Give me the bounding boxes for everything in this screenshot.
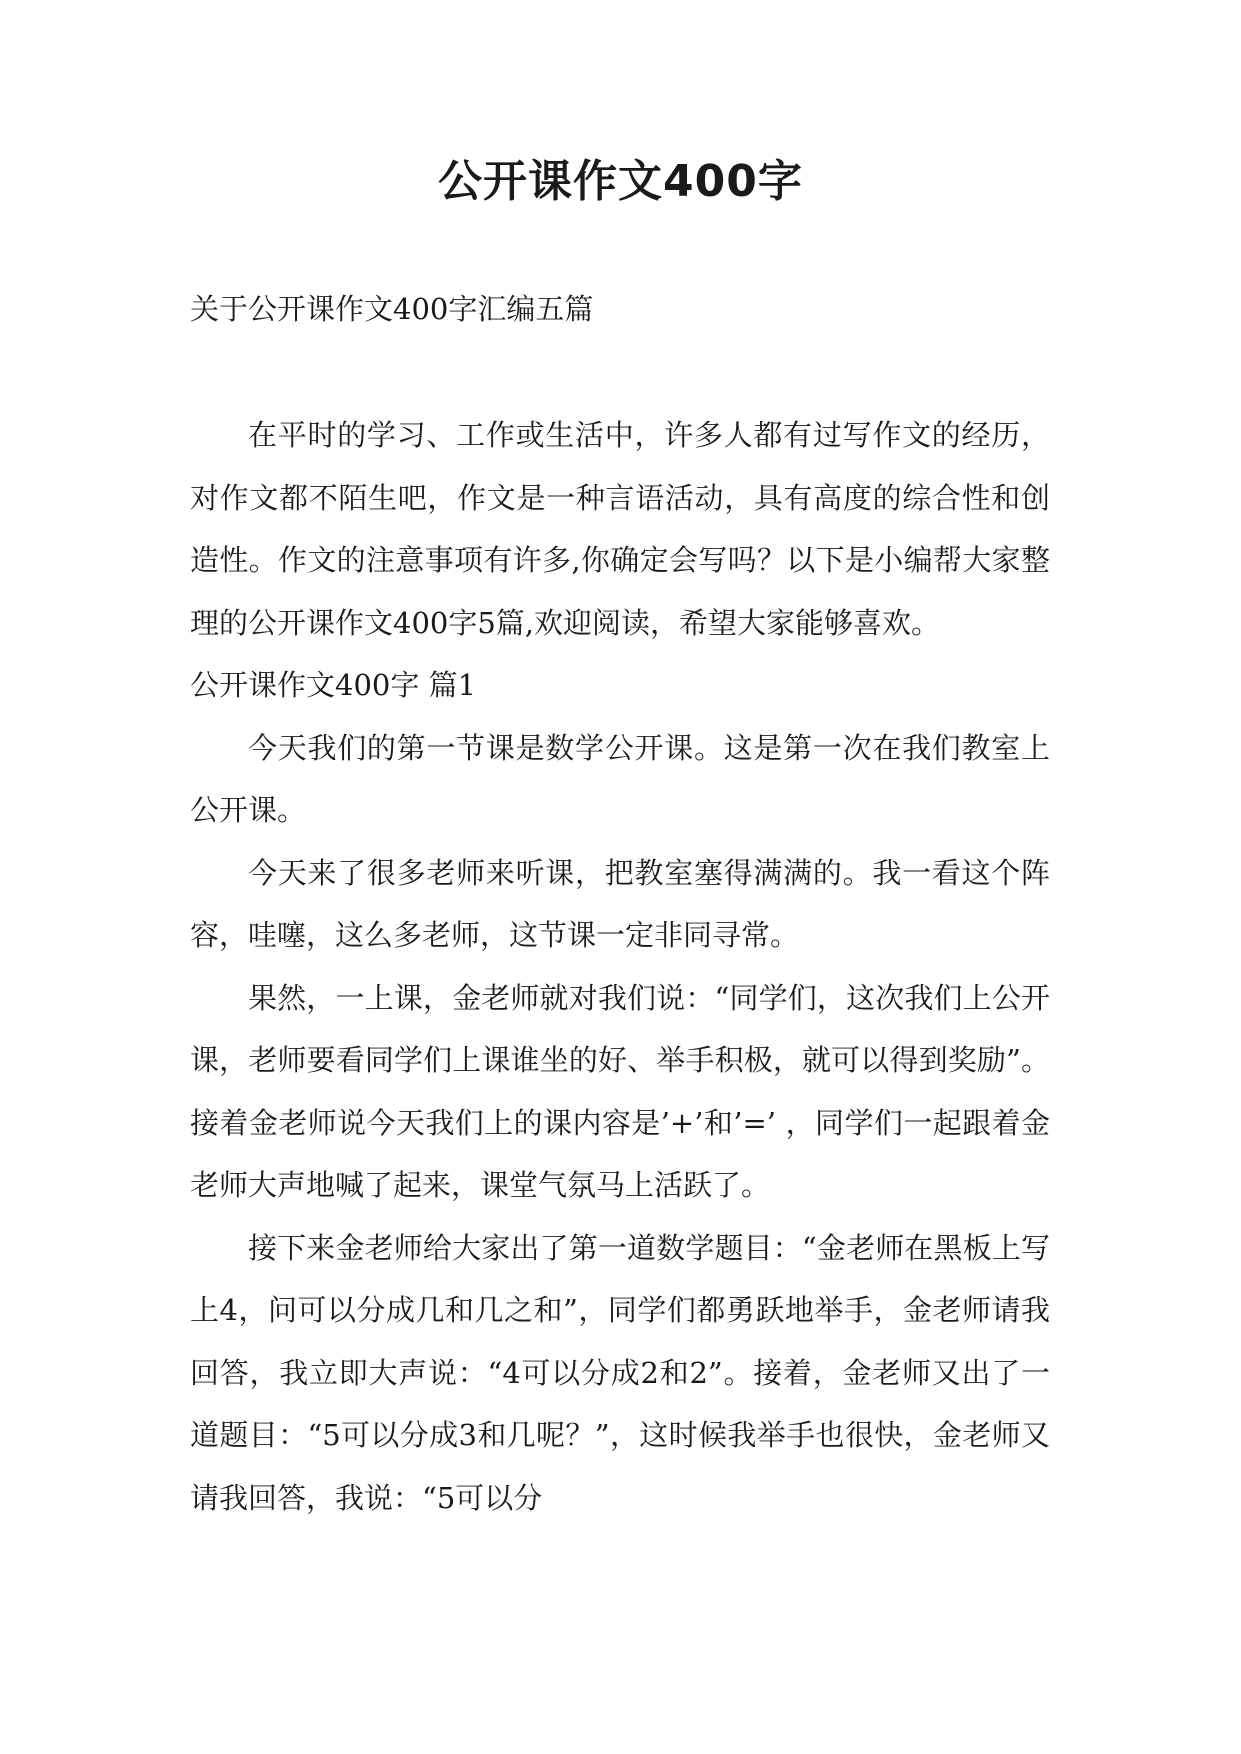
document-subtitle: 关于公开课作文400字汇编五篇 bbox=[190, 292, 594, 326]
intro-paragraph: 在平时的学习、工作或生活中，许多人都有过写作文的经历，对作文都不陌生吧，作文是一种言语活动，具有高度的综合性和创造性。作文的注意事项有许多,你确定会写吗？以下是小编帮大家整理的公开课作文400字5篇,欢迎阅读，希望大家能够喜欢。 bbox=[190, 418, 1050, 640]
document-title: 公开课作文400字 bbox=[438, 156, 803, 207]
body-paragraph: 果然，一上课，金老师就对我们说：“同学们，这次我们上公开课，老师要看同学们上课谁坐的好、举手积极，就可以得到奖励”。接着金老师说今天我们上的课内容是’+’和’=’ ，同学们一起跟着金老师大声地喊了起来，课堂气氛马上活跃了。 bbox=[190, 980, 1050, 1202]
document-body bbox=[190, 404, 1050, 1529]
body-paragraph: 接下来金老师给大家出了第一道数学题目：“金老师在黑板上写上4，问可以分成几和几之和”，同学们都勇跃地举手，金老师请我回答，我立即大声说：“4可以分成2和2”。接着，金老师又出了一道题目：“5可以分成3和几呢？”，这时候我举手也很快，金老师又请我回答，我说：“5可以分 bbox=[190, 1230, 1050, 1515]
body-paragraph: 今天来了很多老师来听课，把教室塞得满满的。我一看这个阵容，哇噻，这么多老师，这节课一定非同寻常。 bbox=[190, 855, 1050, 952]
section-heading: 公开课作文400字 篇1 bbox=[190, 668, 477, 702]
body-paragraph: 今天我们的第一节课是数学公开课。这是第一次在我们教室上公开课。 bbox=[190, 730, 1050, 827]
